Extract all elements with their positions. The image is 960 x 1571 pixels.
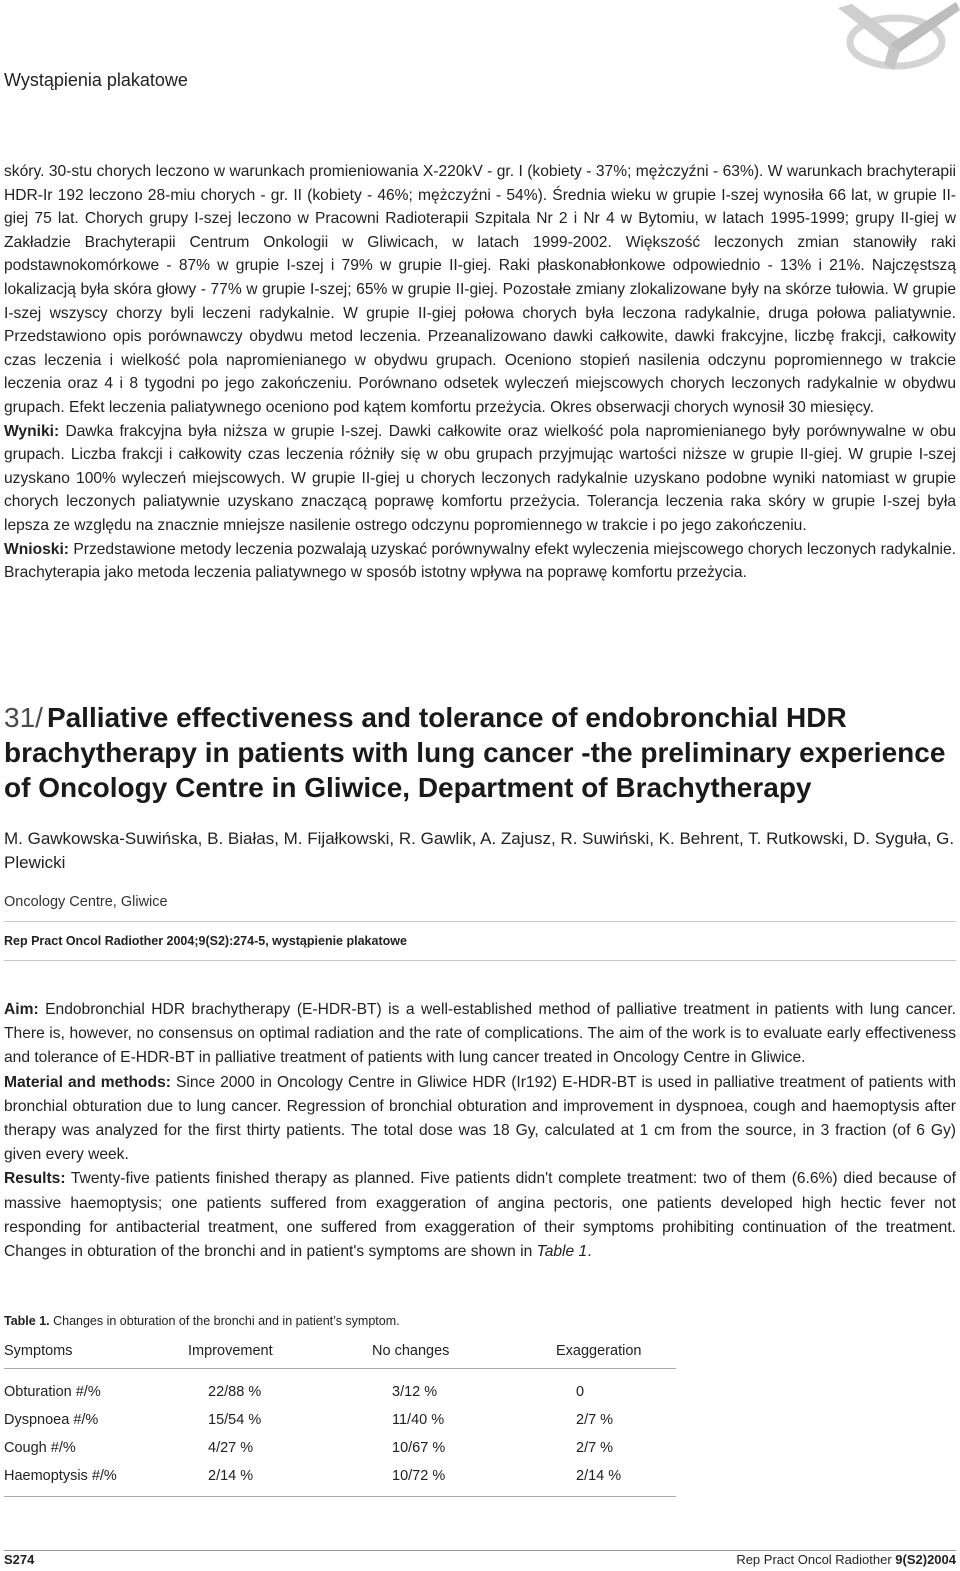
- results-label: Results:: [4, 1170, 66, 1188]
- table-caption-text: Changes in obturation of the bronchi and in patient’s symptom.: [49, 1314, 400, 1328]
- table-row: [4, 1368, 676, 1406]
- divider: [4, 960, 956, 961]
- table-cell: 2/14 %: [188, 1462, 372, 1496]
- polish-intro: skóry. 30-stu chorych leczono w warunkach promieniowania X-220kV - gr. I (kobiety - 37%; mężczyźni - 63%). W warunkach brachyterapii HDR-Ir 192 leczono 28-miu chorych - gr. II (kobiety - 46%; mężczyźni - 54%). Średnia wieku w grupie I-szej wynosiła 66 lat, w grupie II-giej 75 lat. Chorych grupy I-szej leczono w Pracowni Radioterapii Szpitala Nr 2 i Nr 4 w Bytomiu, w latach 1995-1999; grupy II-giej w Zakładzie Brachyterapii Centrum Onkologii w Gliwicach, w latach 1999-2002. Większość leczonych zmian stanowiły raki podstawnokomórkowe - 87% w grupie I-szej i 79% w grupie II-giej. Raki płaskonabłonkowe odpowiednio - 13% i 21%. Najczęstszą lokalizacją była skóra głowy - 77% w grupie I-szej; 65% w grupie II-giej. Pozostałe zmiany zlokalizowane były na skórze tułowia. W grupie I-szej wszyscy chorzy byli leczeni radykalnie. W grupie II-giej połowa chorych była leczona radykalnie, druga połowa paliatywnie. Przedstawiono opis porównawczy obydwu metod leczenia. Przeanalizowano dawki całkowite, dawki frakcyjne, liczbę frakcji, całkowity czas leczenia i wielkość pola napromienianego w obydwu grupach. Oceniono stopień nasilenia odczynu popromiennego w trakcie leczenia oraz 4 i 8 tygodni po jego zakończeniu. Porównano odsetek wyleczeń miejscowych chorych leczonych radykalnie w obydwu grupach. Efekt leczenia paliatywnego oceniono pod kątem komfortu przeżycia. Okres obserwacji chorych wynosił 30 miesięcy.: [4, 163, 956, 416]
- aim-label: Aim:: [4, 1001, 39, 1018]
- table-cell: 0: [576, 1384, 585, 1401]
- table-cell: 10/67 %: [392, 1440, 446, 1456]
- citation: Rep Pract Oncol Radiother 2004;9(S2):274-5, wystąpienie plakatowe: [4, 934, 407, 948]
- journal-footer: [736, 1552, 956, 1567]
- table-reference: Table 1: [536, 1243, 588, 1261]
- polish-conclusions: [4, 538, 956, 585]
- english-abstract: [4, 998, 956, 1264]
- table-cell: Dyspnoea #/%: [4, 1412, 99, 1428]
- table-cell: 22/88 %: [208, 1384, 262, 1401]
- table-row: [4, 1406, 676, 1434]
- table-header-cell: Improvement: [188, 1334, 372, 1368]
- methods-paragraph: [4, 1071, 956, 1168]
- table-header-cell: No changes: [372, 1334, 556, 1368]
- page-number: S274: [4, 1552, 35, 1567]
- table-cell: Cough #/%: [4, 1440, 76, 1456]
- methods-label: Material and methods:: [4, 1073, 171, 1091]
- article-slash: /: [35, 702, 43, 733]
- polish-results-label: Wyniki:: [4, 422, 60, 440]
- table-cell: Obturation #/%: [4, 1384, 101, 1401]
- table-cell: 10/72 %: [372, 1462, 556, 1496]
- table-cell: Haemoptysis #/%: [4, 1462, 188, 1496]
- table-header-row: [4, 1334, 676, 1368]
- table-cell: 15/54 %: [208, 1412, 262, 1428]
- aim-paragraph: [4, 998, 956, 1071]
- table-cell: 11/40 %: [392, 1412, 445, 1428]
- affiliation: Oncology Centre, Gliwice: [4, 894, 168, 910]
- table-row: [4, 1462, 676, 1496]
- methods-text: Since 2000 in Oncology Centre in Gliwice HDR (Ir192) E-HDR-BT is used in palliative treatment of patients with bronchial obturation due to lung cancer. Regression of bronchial obturation and improvement in dyspnoea, cough and haemoptysis after therapy was analyzed for the first thirty patients. The total dose was 18 Gy, calculated at 1 cm from the source, in 3 fraction (of 6 Gy) given every week.: [4, 1073, 956, 1164]
- table-caption-label: Table 1.: [4, 1314, 50, 1328]
- polish-results: [4, 420, 956, 538]
- table-cell: 2/7 %: [576, 1412, 614, 1428]
- journal-logo-icon: [818, 0, 960, 72]
- authors: M. Gawkowska-Suwińska, B. Białas, M. Fijałkowski, R. Gawlik, A. Zajusz, R. Suwiński, K. Behrent, T. Rutkowski, D. Syguła, G. Plewicki: [4, 829, 955, 872]
- section-header: Wystąpienia plakatowe: [4, 70, 188, 90]
- table-cell: 2/7 %: [576, 1440, 614, 1456]
- journal-name: Rep Pract Oncol Radiother: [736, 1552, 896, 1567]
- journal-issue: 9(S2)2004: [895, 1552, 956, 1567]
- table-cell: 4/27 %: [208, 1440, 254, 1456]
- footer-divider: [4, 1550, 956, 1551]
- table-caption: [4, 1314, 400, 1328]
- polish-conclusions-label: Wnioski:: [4, 540, 69, 558]
- divider: [4, 921, 956, 922]
- article-number: 31: [4, 702, 36, 733]
- table-header-cell: Exaggeration: [556, 1334, 676, 1368]
- table-row: [4, 1434, 676, 1462]
- table-cell: 3/12 %: [392, 1384, 438, 1401]
- results-end: .: [587, 1243, 592, 1261]
- results-text: Twenty-five patients finished therapy as planned. Five patients didn't complete treatment: two of them (6.6%) died because of massive haemoptysis; one patients suffered from exaggeration of angina pectoris, one patients developed high hectic fever not responding for antibacterial treatment, one suffered from exaggeration of their symptoms prohibiting continuation of the treatment. Changes in obturation of the bronchi and in patient's symptoms are shown in: [4, 1170, 956, 1261]
- symptoms-table: [4, 1334, 676, 1497]
- table-cell: 2/14 %: [556, 1462, 676, 1496]
- results-paragraph: [4, 1167, 956, 1264]
- polish-results-text: Dawka frakcyjna była niższa w grupie I-szej. Dawki całkowite oraz wielkość pola napromienianego były porównywalne w obu grupach. Liczba frakcji i całkowity czas leczenia różniły się w obu grupach przyjmując wartości niższe w grupie II-giej. W grupie I-szej uzyskano 100% wyleczeń miejscowych. W grupie II-giej u chorych leczonych radykalnie uzyskano podobne wyniki natomiast w grupie chorych leczonych paliatywnie uzyskano znaczącą poprawę komfortu przeżycia. Tolerancja leczenia raka skóry w grupie I-szej była lepsza ze względu na znacznie mniejsze nasilenie ostrego odczynu popromiennego w trakcie i po jego zakończeniu.: [4, 422, 956, 534]
- polish-abstract: [4, 160, 956, 585]
- table-header-cell: Symptoms: [4, 1334, 188, 1368]
- article-title: [4, 700, 958, 805]
- polish-conclusions-text: Przedstawione metody leczenia pozwalają uzyskać porównywalny efekt wyleczenia miejscowego chorych leczonych radykalnie. Brachyterapia jako metoda leczenia paliatywnego w sposób istotny wpływa na poprawę komfortu przeżycia.: [4, 540, 956, 582]
- aim-text: Endobronchial HDR brachytherapy (E-HDR-BT) is a well-established method of palliative treatment in patients with lung cancer. There is, however, no consensus on optimal radiation and the rate of complications. The aim of the work is to evaluate early effectiveness and tolerance of E-HDR-BT in palliative treatment of patients with lung cancer treated in Oncology Centre in Gliwice.: [4, 1001, 956, 1067]
- article-title-text: Palliative effectiveness and tolerance of endobronchial HDR brachytherapy in patients with lung cancer -the preliminary experience of Oncology Centre in Gliwice, Department of Brachytherapy: [4, 702, 946, 803]
